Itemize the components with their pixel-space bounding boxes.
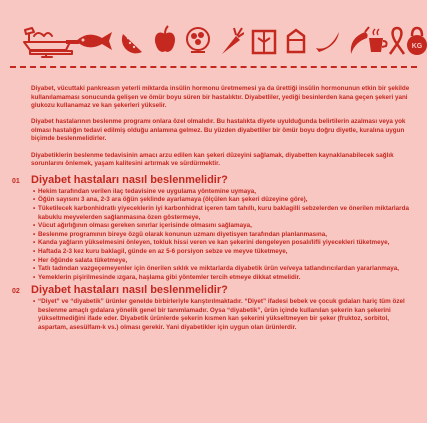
fish-icon: [74, 30, 114, 52]
food-icon-strip: [22, 22, 422, 60]
list-item: • Öğün sayısını 3 ana, 2-3 ara öğün şeklinde ayarlamaya (ölçülen kan şekeri düzeyine göre),: [34, 196, 416, 205]
list-item: • Tatlı tadından vazgeçemeyenler için önerilen sıklık ve miktarlarda diyabetik ürün ve/veya tatlandırıcılardan yararlanmaya,: [34, 265, 416, 274]
salad-icon: [183, 26, 213, 56]
article-body: [12, 85, 416, 332]
carrot-icon: [218, 26, 244, 56]
intro-paragraph-1: Diyabet, vücuttaki pankreasın yeterli miktarda insülin hormonu üretmemesi ya da ürettiği insülin hormonunun etkin bir şekilde kullanılamaması sonucunda gelişen ve ömür boyu süren bir hastalıktır. Diyabetliler, yediği besinlerden kana geçen şekeri yani glukozu kullanamaz ve kan şekerleri yükselir.: [31, 85, 410, 110]
section-heading-2: [12, 286, 416, 297]
intro-paragraph-2: Diyabet hastalarının beslenme programı onlara özel olmalıdır. Bu hastalıkta diyete uyulduğunda belirtilerin azalması veya yok olması hastalığın tedavi edilmiş olduğu anlamına gelmez. Bu yüzden diyabetliler bir ömür boyu doğru diyetle, kuralına uygun biçimde beslenmelidirler.: [31, 118, 406, 143]
intro-paragraph-3: Diyabetiklerin beslenme tedavisinin amacı arzu edilen kan şekeri düzeyini sağlamak, diyabetten kaynaklanabilecek sağlık sorunlarını önlemek, yaşam kalitesini artırmak ve sürdürmektir.: [31, 151, 394, 168]
list-item: • Kanda yağların yükselmesini önleyen, tokluk hissi veren ve kan şekerini dengeleyen posalı/lifli yiyecekleri tüketmeye,: [34, 239, 416, 248]
list-item: • Yemeklerin pişirilmesinde ızgara, haşlama gibi yöntemler tercih etmeye dikkat etmelidir.: [34, 274, 416, 283]
list-item: • Her öğünde salata tüketmeye,: [34, 257, 416, 266]
apple-icon: [153, 25, 177, 55]
section-title: Diyabet hastaları nasıl beslenmelidir?: [31, 284, 228, 297]
list-item: • Vücut ağırlığının olması gereken sınırlar içerisinde olmasını sağlamaya,: [34, 222, 416, 231]
section-number: 01: [12, 178, 20, 186]
advice-list-2: [34, 298, 416, 332]
list-item: • Hekim tarafından verilen ilaç tedavisine ve uygulama yöntemine uymaya,: [34, 188, 416, 197]
sugar-cube-icon: [284, 26, 308, 56]
list-item: • Haftada 2-3 kez kuru baklagil, günde en az 5-6 porsiyon sebze ve meyve tüketmeye,: [34, 248, 416, 257]
list-item: • “Diyet” ve “diyabetik” ürünler genelde birbirleriyle karıştırılmaktadır. “Diyet” ifadesi bebek ve çocuk gıdaları hariç tüm özel beslenme amaçlı gıdalara yönelik genel bir tanımlamadır. Oysa “diyabetik”, ürün içinde kullanılan şekerin kan şekerini yükseltmediğini ifade eder. Diyabetik ürünlerde şekerin kısmen kan şekerini yükseltmeyen bir şeker (fruktoz, sorbitol, aspartam, asesülfam-k vs.) olması gerekir. Yani diyabetikler için uygun olan ürünlerdir.: [34, 298, 416, 332]
svg-text:KG: KG: [411, 43, 423, 50]
kettlebell-icon: [406, 26, 427, 56]
section-number: 02: [12, 288, 20, 296]
cake-icon: [250, 26, 278, 56]
ribbon-icon: [386, 26, 408, 56]
melon-slice-icon: [120, 28, 146, 54]
list-item: • Tüketilecek karbonhidratlı yiyeceklerin iyi karbonhidrat içeren tam tahıllı, kuru baklagilli sebzelerden ve önerilen miktarlarda kabuklu meyvelerden sağlanmasına özen göstermeye,: [34, 205, 416, 222]
dashed-divider: [10, 66, 417, 68]
section-title: Diyabet hastaları nasıl beslenmelidir?: [31, 174, 228, 187]
advice-list-1: [34, 188, 416, 283]
list-item: • Beslenme programının bireye özgü olarak konunun uzmanı diyetisyen tarafından planlanmasına,: [34, 231, 416, 240]
section-heading-1: [12, 176, 416, 187]
banana-icon: [313, 28, 343, 54]
